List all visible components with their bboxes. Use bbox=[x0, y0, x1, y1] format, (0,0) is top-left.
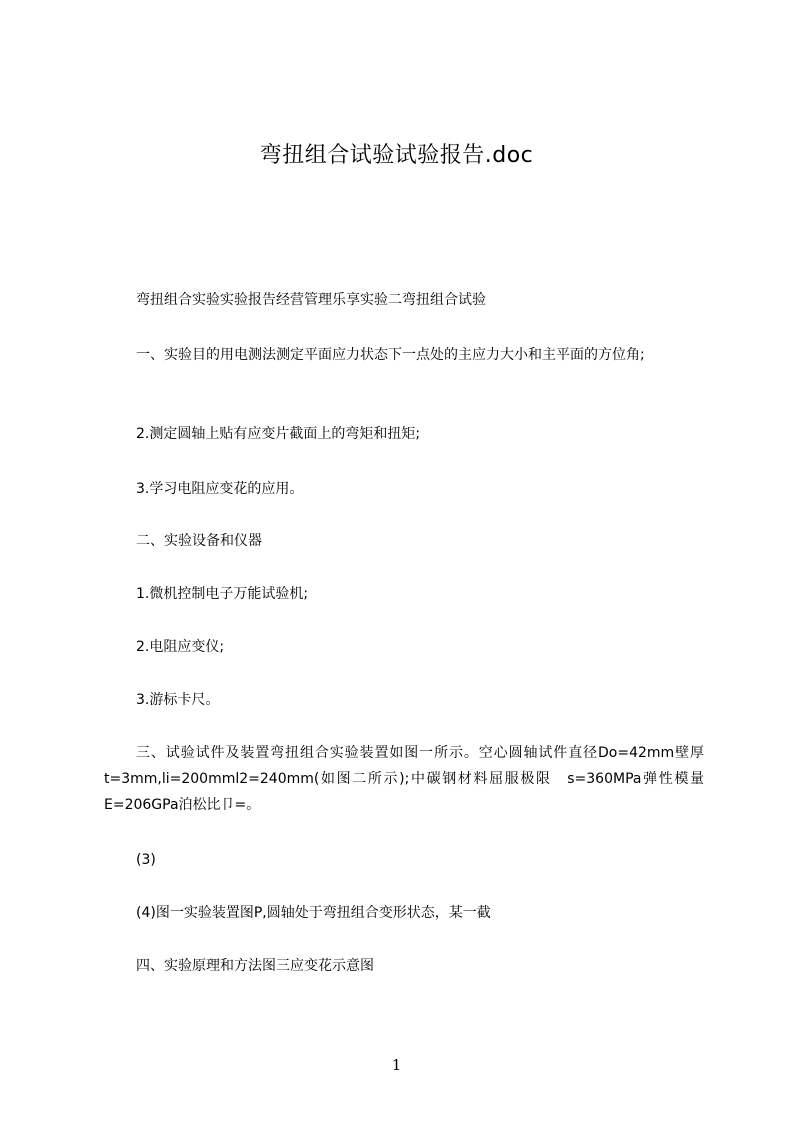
paragraph-equipment-item-1: 1.微机控制电子万能试验机; bbox=[136, 586, 309, 602]
paragraph-purpose-item-2: 2.测定圆轴上贴有应变片截面上的弯矩和扭矩; bbox=[136, 426, 421, 442]
paragraph-equipment-item-2: 2.电阻应变仪; bbox=[136, 639, 225, 655]
paragraph-section-4-heading: 四、实验原理和方法图三应变花示意图 bbox=[136, 958, 374, 974]
paragraph-item-4: (4)图一实验装置图P,圆轴处于弯扭组合变形状态，某一截 bbox=[136, 905, 491, 921]
paragraph-purpose-item-3: 3.学习电阻应变花的应用。 bbox=[136, 481, 304, 497]
paragraph-equipment-item-3: 3.游标卡尺。 bbox=[136, 692, 220, 708]
paragraph-section-2-heading: 二、实验设备和仪器 bbox=[136, 533, 262, 549]
paragraph-section-1-purpose: 一、实验目的用电测法测定平面应力状态下一点处的主应力大小和主平面的方位角; bbox=[136, 347, 645, 363]
document-title: 弯扭组合试验试验报告.doc bbox=[259, 143, 534, 168]
paragraph-intro: 弯扭组合实验实验报告经营管理乐享实验二弯扭组合试验 bbox=[136, 292, 486, 308]
paragraph-section-3-specimen: 三、试验试件及装置弯扭组合实验装置如图一所示。空心圆轴试件直径Do=42mm壁厚 t=3mm,li=200mml2=240mm(如图二所示);中碳钢材料屈服极限 s=360MPa弹性模量E=206GPa泊松比卩=。 bbox=[104, 745, 704, 813]
paragraph-item-3: (3) bbox=[136, 852, 156, 868]
page-number: 1 bbox=[391, 1056, 402, 1074]
